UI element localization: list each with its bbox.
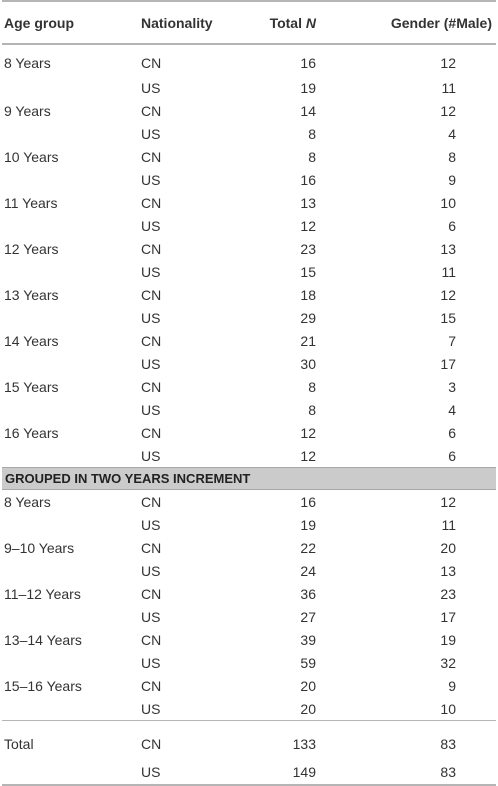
section-heading-body bbox=[2, 468, 496, 490]
age-cell bbox=[2, 759, 138, 785]
total-n-cell: 20 bbox=[300, 677, 316, 694]
header-total-n-symbol: N bbox=[305, 14, 316, 31]
table-row bbox=[2, 697, 496, 721]
gender-male-cell: 83 bbox=[316, 759, 496, 785]
gender-male-cell: 12 bbox=[440, 102, 456, 119]
total-n-cell: 19 bbox=[300, 79, 316, 96]
gender-male-cell: 9 bbox=[448, 171, 456, 188]
age-cell bbox=[2, 398, 138, 421]
total-n-cell: 13 bbox=[300, 194, 316, 211]
gender-male-cell: 3 bbox=[448, 378, 456, 395]
header-age-group: Age group bbox=[4, 14, 74, 31]
age-cell: 8 Years bbox=[4, 493, 51, 510]
nationality-cell: CN bbox=[141, 286, 162, 303]
gender-male-cell: 17 bbox=[440, 608, 456, 625]
total-n-cell: 19 bbox=[300, 516, 316, 533]
age-cell bbox=[2, 122, 138, 145]
nationality-cell: CN bbox=[141, 148, 162, 165]
table-row bbox=[2, 628, 496, 651]
age-cell: 15 Years bbox=[4, 378, 59, 395]
total-n-cell: 39 bbox=[300, 631, 316, 648]
nationality-cell: CN bbox=[141, 102, 162, 119]
table-row bbox=[2, 444, 496, 468]
nationality-cell: US bbox=[141, 309, 161, 326]
gender-male-cell: 11 bbox=[441, 79, 456, 96]
gender-male-cell: 13 bbox=[440, 240, 456, 257]
gender-male-cell: 9 bbox=[448, 677, 456, 694]
nationality-cell: US bbox=[138, 759, 234, 785]
nationality-cell: CN bbox=[138, 721, 234, 760]
gender-male-cell: 6 bbox=[448, 424, 456, 441]
nationality-cell: CN bbox=[141, 194, 162, 211]
table-row bbox=[2, 490, 496, 514]
gender-male-cell: 6 bbox=[448, 447, 456, 464]
age-cell bbox=[2, 76, 138, 99]
total-n-cell: 20 bbox=[300, 700, 316, 717]
total-n-cell: 27 bbox=[300, 608, 316, 625]
section-heading: GROUPED IN TWO YEARS INCREMENT bbox=[2, 468, 496, 490]
total-n-cell: 15 bbox=[300, 263, 316, 280]
age-cell bbox=[2, 214, 138, 237]
nationality-cell: CN bbox=[141, 539, 162, 556]
table-row bbox=[2, 513, 496, 536]
age-cell: Total bbox=[2, 721, 138, 760]
age-cell bbox=[2, 306, 138, 329]
section-heading-row bbox=[2, 468, 496, 490]
total-n-cell: 8 bbox=[308, 125, 316, 142]
nationality-cell: US bbox=[141, 217, 161, 234]
table-row bbox=[2, 398, 496, 421]
age-cell bbox=[2, 605, 138, 628]
nationality-cell: US bbox=[141, 654, 161, 671]
nationality-cell: US bbox=[141, 447, 161, 464]
total-n-cell: 18 bbox=[300, 286, 316, 303]
table-row bbox=[2, 237, 496, 260]
table-row bbox=[2, 260, 496, 283]
nationality-cell: CN bbox=[141, 332, 162, 349]
table-row bbox=[2, 375, 496, 398]
nationality-cell: CN bbox=[141, 631, 162, 648]
table-row bbox=[2, 145, 496, 168]
table-row bbox=[2, 283, 496, 306]
nationality-cell: CN bbox=[141, 677, 162, 694]
age-cell: 12 Years bbox=[4, 240, 59, 257]
table-row bbox=[2, 191, 496, 214]
total-n-cell: 133 bbox=[234, 721, 316, 760]
table-row bbox=[2, 721, 496, 760]
total-n-cell: 12 bbox=[300, 217, 316, 234]
total-n-cell: 16 bbox=[300, 54, 316, 71]
total-n-cell: 12 bbox=[300, 447, 316, 464]
total-n-cell: 149 bbox=[234, 759, 316, 785]
header-row bbox=[2, 1, 496, 44]
table-row bbox=[2, 559, 496, 582]
age-cell: 8 Years bbox=[4, 54, 51, 71]
nationality-cell: CN bbox=[141, 585, 162, 602]
nationality-cell: US bbox=[141, 562, 161, 579]
table-row bbox=[2, 651, 496, 674]
age-cell: 9 Years bbox=[4, 102, 51, 119]
table-row bbox=[2, 421, 496, 444]
gender-male-cell: 13 bbox=[440, 562, 456, 579]
nationality-cell: CN bbox=[141, 378, 162, 395]
table-row bbox=[2, 214, 496, 237]
gender-male-cell: 7 bbox=[448, 332, 456, 349]
table-row bbox=[2, 352, 496, 375]
table-row bbox=[2, 99, 496, 122]
nationality-cell: US bbox=[141, 608, 161, 625]
nationality-cell: CN bbox=[141, 240, 162, 257]
nationality-cell: US bbox=[141, 79, 161, 96]
total-n-cell: 14 bbox=[300, 102, 316, 119]
nationality-cell: US bbox=[141, 125, 161, 142]
total-n-cell: 23 bbox=[300, 240, 316, 257]
nationality-cell: CN bbox=[141, 424, 162, 441]
table-row bbox=[2, 122, 496, 145]
gender-male-cell: 12 bbox=[440, 286, 456, 303]
gender-male-cell: 11 bbox=[441, 516, 456, 533]
nationality-cell: US bbox=[141, 355, 161, 372]
age-cell: 11–12 Years bbox=[4, 585, 81, 602]
nationality-cell: US bbox=[141, 171, 161, 188]
nationality-cell: US bbox=[141, 700, 161, 717]
total-n-cell: 16 bbox=[300, 493, 316, 510]
total-n-cell: 36 bbox=[300, 585, 316, 602]
header-gender: Gender (#Male) bbox=[390, 14, 492, 31]
table-row bbox=[2, 759, 496, 785]
gender-male-cell: 4 bbox=[448, 125, 456, 142]
table-row bbox=[2, 605, 496, 628]
table-row bbox=[2, 168, 496, 191]
gender-male-cell: 6 bbox=[448, 217, 456, 234]
gender-male-cell: 8 bbox=[448, 148, 456, 165]
age-cell: 13–14 Years bbox=[4, 631, 82, 648]
gender-male-cell: 12 bbox=[440, 54, 456, 71]
gender-male-cell: 12 bbox=[440, 493, 456, 510]
header-total-label: Total bbox=[269, 14, 306, 31]
age-cell bbox=[2, 513, 138, 536]
table-row bbox=[2, 674, 496, 697]
nationality-cell: CN bbox=[141, 493, 162, 510]
age-cell bbox=[2, 444, 138, 468]
total-n-cell: 29 bbox=[300, 309, 316, 326]
gender-male-cell: 23 bbox=[440, 585, 456, 602]
total-n-cell: 8 bbox=[308, 401, 316, 418]
gender-male-cell: 4 bbox=[448, 401, 456, 418]
gender-male-cell: 15 bbox=[440, 309, 456, 326]
age-cell: 14 Years bbox=[4, 332, 59, 349]
total-body bbox=[2, 721, 496, 786]
nationality-cell: US bbox=[141, 263, 161, 280]
total-n-cell: 16 bbox=[300, 171, 316, 188]
age-cell: 10 Years bbox=[4, 148, 59, 165]
nationality-cell: US bbox=[141, 401, 161, 418]
gender-male-cell: 17 bbox=[440, 355, 456, 372]
grouped-years-body bbox=[2, 490, 496, 721]
gender-male-cell: 10 bbox=[440, 700, 456, 717]
age-cell: 13 Years bbox=[4, 286, 59, 303]
table-row bbox=[2, 582, 496, 605]
demographics-table bbox=[2, 0, 496, 786]
table-header bbox=[2, 1, 496, 44]
individual-years-body bbox=[2, 44, 496, 468]
age-cell bbox=[2, 352, 138, 375]
gender-male-cell: 32 bbox=[440, 654, 456, 671]
total-n-cell: 24 bbox=[300, 562, 316, 579]
age-cell: 11 Years bbox=[4, 194, 58, 211]
table-row bbox=[2, 306, 496, 329]
total-n-cell: 8 bbox=[308, 378, 316, 395]
total-n-cell: 59 bbox=[300, 654, 316, 671]
nationality-cell: CN bbox=[141, 54, 162, 71]
gender-male-cell: 20 bbox=[440, 539, 456, 556]
gender-male-cell: 10 bbox=[440, 194, 456, 211]
total-n-cell: 12 bbox=[300, 424, 316, 441]
table-row bbox=[2, 44, 496, 76]
age-cell bbox=[2, 260, 138, 283]
total-n-cell: 21 bbox=[300, 332, 316, 349]
age-cell bbox=[2, 651, 138, 674]
total-n-cell: 8 bbox=[308, 148, 316, 165]
total-n-cell: 22 bbox=[300, 539, 316, 556]
age-cell bbox=[2, 559, 138, 582]
total-n-cell: 30 bbox=[300, 355, 316, 372]
gender-male-cell: 11 bbox=[441, 263, 456, 280]
gender-male-cell: 19 bbox=[440, 631, 456, 648]
age-cell: 16 Years bbox=[4, 424, 59, 441]
table-row bbox=[2, 76, 496, 99]
header-nationality: Nationality bbox=[141, 14, 213, 31]
table-row bbox=[2, 536, 496, 559]
table-row bbox=[2, 329, 496, 352]
age-cell bbox=[2, 168, 138, 191]
age-cell: 9–10 Years bbox=[4, 539, 75, 556]
header-total-n bbox=[234, 1, 316, 44]
nationality-cell: US bbox=[141, 516, 161, 533]
gender-male-cell: 83 bbox=[316, 721, 496, 760]
age-cell: 15–16 Years bbox=[4, 677, 82, 694]
age-cell bbox=[2, 697, 138, 721]
